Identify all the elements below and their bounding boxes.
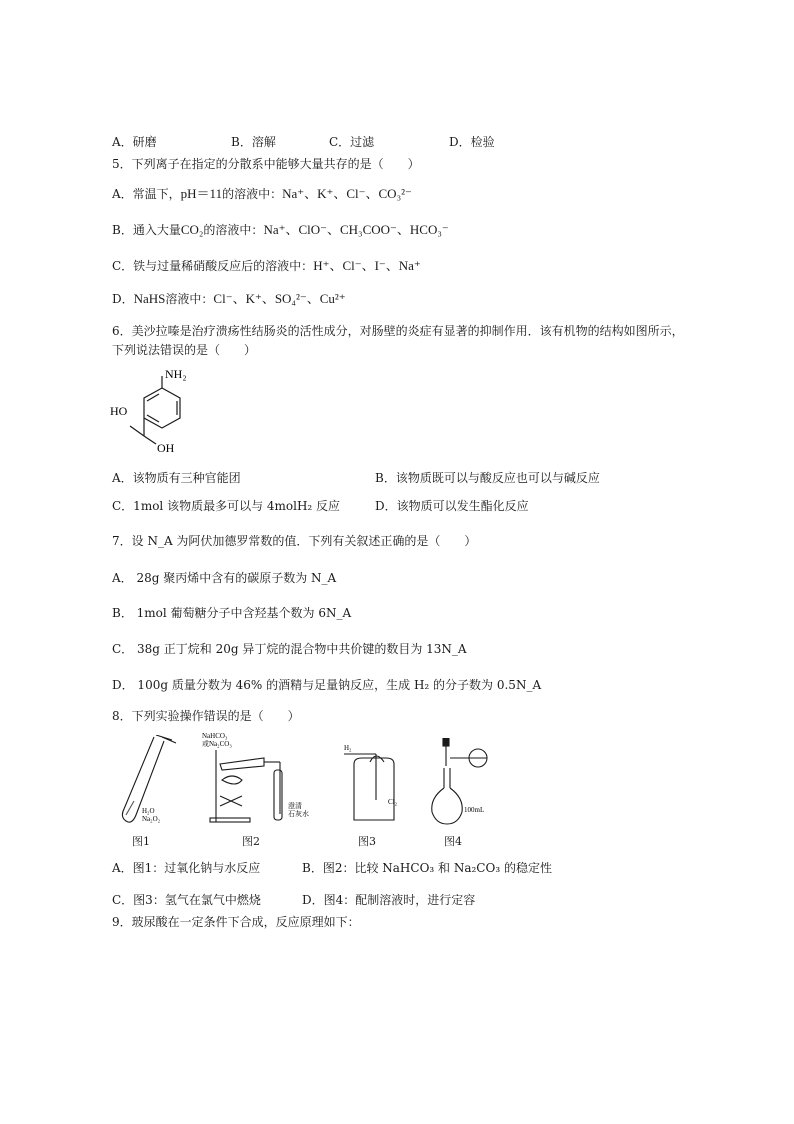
q5-c-prefix: C．铁与过量稀硝酸反应后的溶液中：	[112, 259, 314, 273]
fig2-nahco3-label: NaHCO₃	[202, 732, 228, 740]
q5-d-ions: Cl⁻、K⁺、SO₄²⁻、Cu²⁺	[213, 291, 346, 306]
struct-oh-label: OH	[157, 441, 175, 455]
fig2-limewater-label-2: 石灰水	[288, 810, 309, 818]
q5-d-nahs: NaHS	[133, 291, 166, 306]
q5-a-ph: pH＝11	[180, 186, 223, 201]
q7-option-c: C． 38g 正丁烷和 20g 异丁烷的混合物中共价键的数目为 13N_A	[112, 642, 467, 656]
q5-a-ions: Na⁺、K⁺、Cl⁻、CO₃²⁻	[282, 186, 412, 201]
figure-2-heating-apparatus	[202, 730, 322, 830]
q8-stem: 8．下列实验操作错误的是（ ）	[112, 709, 300, 723]
q5-c-ions: H⁺、Cl⁻、I⁻、Na⁺	[313, 258, 421, 273]
struct-nh2-label: NH₂	[165, 367, 187, 381]
q8-option-d: D．图4：配制溶液时，进行定容	[302, 893, 476, 907]
fig1-na2o2-label: Na₂O₂	[142, 815, 161, 823]
fig4-volume-label: 100mL	[464, 806, 485, 814]
fig3-h2-label: H₂	[344, 744, 352, 752]
q8-option-a: A．图1：过氧化钠与水反应	[112, 861, 261, 875]
q5-option-b	[112, 222, 449, 238]
figure-4-caption: 图4	[444, 835, 462, 848]
q7-option-a: A． 28g 聚丙烯中含有的碳原子数为 N_A	[112, 571, 337, 585]
q6-option-c: C．1mol 该物质最多可以与 4molH₂ 反应	[112, 499, 341, 513]
q5-b-co2: CO₂	[180, 222, 204, 237]
q5-b-ions: Na⁺、ClO⁻、CH₃COO⁻、HCO₃⁻	[263, 222, 449, 237]
q5-option-c	[112, 258, 421, 274]
figure-1-test-tube	[116, 735, 186, 830]
q6-option-d: D．该物质可以发生酯化反应	[375, 499, 529, 513]
q6-stem-line2: 下列说法错误的是（ ）	[112, 343, 257, 357]
q4-option-a: A．研磨	[112, 135, 157, 149]
q5-option-a	[112, 186, 412, 202]
fig3-cl2-label: Cl₂	[388, 798, 398, 806]
figure-2-caption: 图2	[242, 835, 260, 848]
q5-stem: 5．下列离子在指定的分散系中能够大量共存的是（ ）	[112, 157, 420, 171]
q6-option-b: B．该物质既可以与酸反应也可以与碱反应	[375, 471, 600, 485]
q9-stem: 9．玻尿酸在一定条件下合成，反应原理如下：	[112, 915, 360, 929]
struct-ho-label: HO	[110, 404, 128, 418]
q4-option-c: C．过滤	[329, 135, 375, 149]
fig2-limewater-label-1: 澄清	[288, 802, 302, 810]
q5-b-prefix: B．通入大量	[112, 223, 181, 237]
q5-option-d	[112, 291, 346, 307]
figure-4-volumetric-flask	[428, 738, 528, 828]
q5-a-mid: 的溶液中：	[222, 187, 283, 201]
q5-a-prefix: A．常温下，	[112, 187, 181, 201]
q5-b-mid: 的溶液中：	[203, 223, 264, 237]
q4-option-d: D．检验	[449, 135, 495, 149]
q5-d-prefix: D．	[112, 292, 134, 306]
q7-stem: 7．设 N_A 为阿伏加德罗常数的值．下列有关叙述正确的是（ ）	[112, 534, 477, 548]
q4-option-b: B．溶解	[231, 135, 276, 149]
q6-option-a: A．该物质有三种官能团	[112, 471, 241, 485]
q7-option-b: B． 1mol 葡萄糖分子中含羟基个数为 6N_A	[112, 606, 352, 620]
figure-3-caption: 图3	[358, 835, 376, 848]
q7-option-d: D． 100g 质量分数为 46% 的酒精与足量钠反应，生成 H₂ 的分子数为 0.5N_A	[112, 678, 542, 692]
mesalazine-structure	[110, 364, 210, 464]
figure-1-caption: 图1	[132, 835, 150, 848]
figure-3-gas-bottle	[340, 742, 420, 827]
q8-option-c: C．图3：氢气在氯气中燃烧	[112, 893, 261, 907]
q5-d-mid: 溶液中：	[165, 292, 214, 306]
fig2-na2co3-label: 或Na₂CO₃	[202, 740, 232, 748]
q8-option-b: B．图2：比较 NaHCO₃ 和 Na₂CO₃ 的稳定性	[302, 861, 552, 875]
q6-stem-line1: 6．美沙拉嗪是治疗溃疡性结肠炎的活性成分，对肠壁的炎症有显著的抑制作用．该有机物的结构如图所示，	[112, 324, 684, 338]
fig1-h2o-label: H₂O	[142, 807, 155, 815]
